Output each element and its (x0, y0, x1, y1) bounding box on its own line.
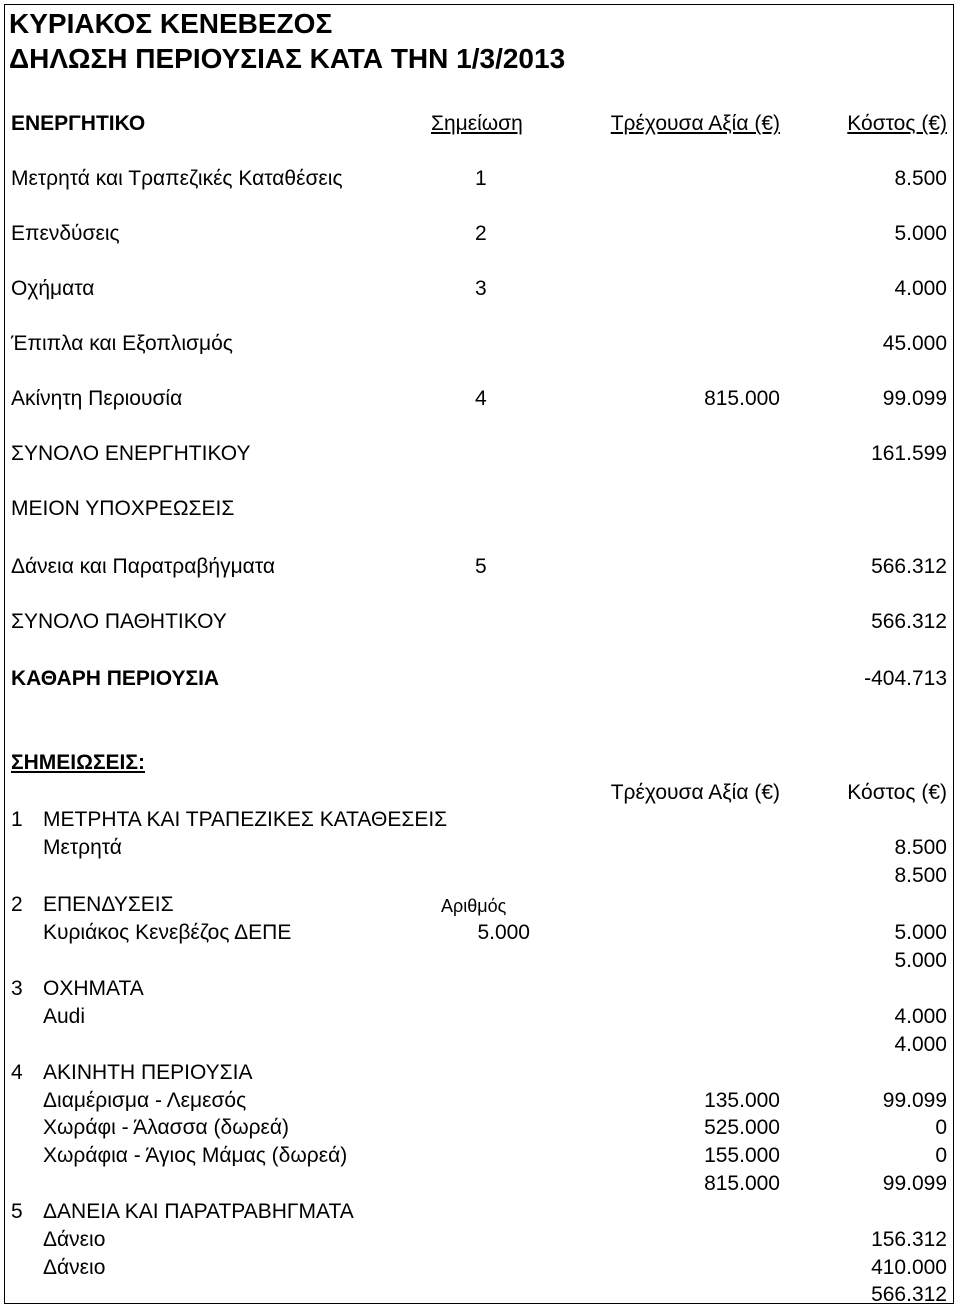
row-cost: 4.000 (894, 277, 947, 300)
row-note: 4 (475, 387, 487, 410)
note-item-current: 525.000 (704, 1116, 780, 1139)
note-title: ΑΚΙΝΗΤΗ ΠΕΡΙΟΥΣΙΑ (43, 1061, 253, 1084)
note-item-cost: 0 (935, 1116, 947, 1139)
row-label: Έπιπλα και Εξοπλισμός (11, 332, 233, 355)
row-label: Δάνεια και Παρατραβήγματα (11, 555, 275, 578)
notes-heading: ΣΗΜΕΙΩΣΕΙΣ: (11, 751, 145, 774)
owner-name: ΚΥΡΙΑΚΟΣ ΚΕΝΕΒΕΖΟΣ (9, 8, 333, 39)
note-item-cost: 0 (935, 1144, 947, 1167)
note-total: 566.312 (871, 1283, 947, 1306)
note-total: 5.000 (894, 949, 947, 972)
note-title: ΟΧΗΜΑΤΑ (43, 977, 144, 1000)
net-worth-label: ΚΑΘΑΡΗ ΠΕΡΙΟΥΣΙΑ (11, 667, 220, 690)
note-title: ΜΕΤΡΗΤΑ ΚΑΙ ΤΡΑΠΕΖΙΚΕΣ ΚΑΤΑΘΕΣΕΙΣ (43, 808, 448, 831)
row-cost: 45.000 (882, 332, 947, 355)
note-item-label: Δάνειο (43, 1228, 106, 1251)
note-number: 4 (11, 1061, 23, 1084)
note-item-label: Μετρητά (43, 836, 122, 859)
row-cost: 161.599 (871, 442, 947, 465)
document-title: ΔΗΛΩΣΗ ΠΕΡΙΟΥΣΙΑΣ ΚΑΤΑ ΤΗΝ 1/3/2013 (9, 43, 566, 74)
row-label: Ακίνητη Περιουσία (11, 387, 183, 410)
col-current-header: Τρέχουσα Αξία (€) (610, 112, 780, 135)
row-label: ΣΥΝΟΛΟ ΕΝΕΡΓΗΤΙΚΟΥ (11, 442, 251, 465)
note-item-cost: 4.000 (894, 1005, 947, 1028)
row-current: 815.000 (704, 387, 780, 410)
note-item-count: 5.000 (477, 921, 530, 944)
row-cost: 5.000 (894, 222, 947, 245)
row-label: Επενδύσεις (11, 222, 120, 245)
note-title: ΔΑΝΕΙΑ ΚΑΙ ΠΑΡΑΤΡΑΒΗΓΜΑΤΑ (43, 1200, 354, 1223)
note-number: 5 (11, 1200, 23, 1223)
note-item-label: Διαμέρισμα - Λεμεσός (43, 1089, 247, 1112)
note-total-cost: 99.099 (882, 1172, 947, 1195)
note-item-label: Χωράφι - Άλασσα (δωρεά) (43, 1116, 290, 1139)
net-worth-value: -404.713 (864, 667, 947, 690)
note-item-cost: 8.500 (894, 836, 947, 859)
note-item-current: 135.000 (704, 1089, 780, 1112)
note-title: ΕΠΕΝΔΥΣΕΙΣ (43, 893, 174, 916)
note-item-label: Δάνειο (43, 1256, 106, 1279)
note-item-current: 155.000 (704, 1144, 780, 1167)
note-number: 2 (11, 893, 23, 916)
note-number: 3 (11, 977, 23, 1000)
note-total-current: 815.000 (704, 1172, 780, 1195)
note-item-label: Κυριάκος Κενεβέζος ΔΕΠΕ (43, 921, 292, 944)
row-label: ΜΕΙΟΝ ΥΠΟΧΡΕΩΣΕΙΣ (11, 497, 235, 520)
row-note: 5 (475, 555, 487, 578)
assets-heading: ΕΝΕΡΓΗΤΙΚΟ (11, 112, 146, 135)
row-note: 1 (475, 167, 487, 190)
col-note-header: Σημείωση (431, 112, 523, 135)
row-note: 3 (475, 277, 487, 300)
notes-col-current-header: Τρέχουσα Αξία (€) (610, 781, 780, 804)
row-label: Μετρητά και Τραπεζικές Καταθέσεις (11, 167, 343, 190)
note-item-label: Audi (43, 1005, 86, 1028)
note-item-cost: 156.312 (871, 1228, 947, 1251)
row-cost: 99.099 (882, 387, 947, 410)
row-label: Οχήματα (11, 277, 95, 300)
row-cost: 8.500 (894, 167, 947, 190)
note-total: 8.500 (894, 864, 947, 887)
col-cost-header: Κόστος (€) (847, 112, 947, 135)
note-item-label: Χωράφια - Άγιος Μάμας (δωρεά) (43, 1144, 348, 1167)
count-header: Αριθμός (441, 896, 507, 916)
note-total: 4.000 (894, 1033, 947, 1056)
notes-col-cost-header: Κόστος (€) (847, 781, 947, 804)
row-label: ΣΥΝΟΛΟ ΠΑΘΗΤΙΚΟΥ (11, 610, 227, 633)
note-item-cost: 410.000 (871, 1256, 947, 1279)
row-note: 2 (475, 222, 487, 245)
note-item-cost: 99.099 (882, 1089, 947, 1112)
note-number: 1 (11, 808, 23, 831)
row-cost: 566.312 (871, 610, 947, 633)
note-item-cost: 5.000 (894, 921, 947, 944)
row-cost: 566.312 (871, 555, 947, 578)
